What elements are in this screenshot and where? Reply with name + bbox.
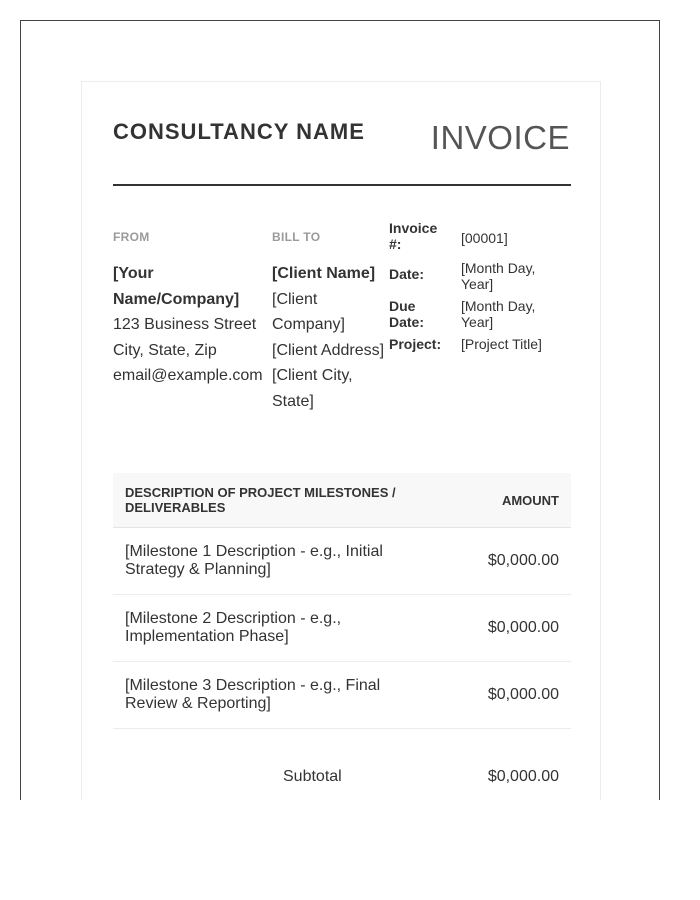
meta-row-invoice-number xyxy=(389,220,579,252)
meta-value xyxy=(461,298,579,330)
bill-to-city-line2: State] xyxy=(272,392,314,410)
meta-key-line1: Due xyxy=(389,298,416,314)
subtotal-value: $0,000.00 xyxy=(487,768,559,785)
milestone-description-line1: [Milestone 2 Description - e.g., xyxy=(125,610,342,627)
milestone-description xyxy=(125,610,405,646)
from-name-line1: [Your xyxy=(113,265,154,282)
bill-to-city-line1: [Client City, xyxy=(272,367,353,385)
bill-to-company-line1: [Client xyxy=(272,290,318,308)
table-header xyxy=(113,473,571,528)
meta-value-line1: [Month Day, xyxy=(461,260,536,276)
bill-to-address: [Client Address] xyxy=(272,341,385,359)
milestone-amount: $0,000.00 xyxy=(487,619,559,636)
document-frame xyxy=(20,20,660,800)
milestone-description xyxy=(125,543,405,579)
from-name-line2: Name/Company] xyxy=(113,290,240,308)
meta-row-due-date xyxy=(389,298,579,330)
bill-to-name: [Client Name] xyxy=(272,265,376,282)
milestone-description-line2: Review & Reporting] xyxy=(125,695,271,712)
meta-key-line2: #: xyxy=(389,236,402,252)
invoice-sheet xyxy=(81,81,601,800)
milestone-description-line2: Strategy & Planning] xyxy=(125,561,271,578)
invoice-title: INVOICE xyxy=(430,119,570,156)
table-row xyxy=(113,528,571,595)
bill-to-company-line2: Company] xyxy=(272,316,345,334)
meta-value xyxy=(461,336,579,352)
column-header-description xyxy=(125,485,425,515)
from-city: City, State, Zip xyxy=(113,341,217,359)
milestone-description xyxy=(125,677,405,713)
from-label: FROM xyxy=(113,230,150,244)
subtotal-row xyxy=(113,768,571,788)
meta-key-line2: Date: xyxy=(389,314,425,330)
company-name: CONSULTANCY NAME xyxy=(113,119,365,144)
meta-key xyxy=(389,220,461,252)
milestone-amount: $0,000.00 xyxy=(487,686,559,703)
meta-value-line1: [Project Title] xyxy=(461,336,542,352)
bill-to-block xyxy=(272,261,392,415)
meta-value xyxy=(461,220,579,252)
table-row xyxy=(113,662,571,729)
column-header-description-line1: DESCRIPTION OF PROJECT MILESTONES / xyxy=(125,485,396,500)
meta-key xyxy=(389,258,461,292)
from-block xyxy=(113,261,273,389)
meta-row-date xyxy=(389,258,579,292)
subtotal-label: Subtotal xyxy=(283,768,342,785)
invoice-meta xyxy=(389,220,579,358)
milestone-description-line2: Implementation Phase] xyxy=(125,628,289,645)
meta-value-line2: Year] xyxy=(461,276,494,292)
meta-key xyxy=(389,336,461,352)
bill-to-label: BILL TO xyxy=(272,230,321,244)
meta-value xyxy=(461,258,579,292)
milestone-description-line1: [Milestone 3 Description - e.g., Final xyxy=(125,677,381,694)
meta-key-line1: Project: xyxy=(389,336,442,352)
meta-key xyxy=(389,298,461,330)
meta-value-line1: [Month Day, xyxy=(461,298,536,314)
from-email: email@example.com xyxy=(113,367,263,385)
meta-row-project xyxy=(389,336,579,352)
from-street: 123 Business Street xyxy=(113,316,257,334)
meta-value-line1: [00001] xyxy=(461,230,508,246)
meta-key-line1: Date: xyxy=(389,266,425,282)
milestone-amount: $0,000.00 xyxy=(487,552,559,569)
milestone-description-line1: [Milestone 1 Description - e.g., Initial xyxy=(125,543,383,560)
column-header-amount: AMOUNT xyxy=(501,492,559,508)
column-header-description-line2: DELIVERABLES xyxy=(125,500,226,515)
table-row xyxy=(113,595,571,662)
header-divider xyxy=(113,184,571,186)
meta-key-line1: Invoice xyxy=(389,220,438,236)
milestones-table xyxy=(113,473,571,729)
meta-value-line2: Year] xyxy=(461,314,494,330)
